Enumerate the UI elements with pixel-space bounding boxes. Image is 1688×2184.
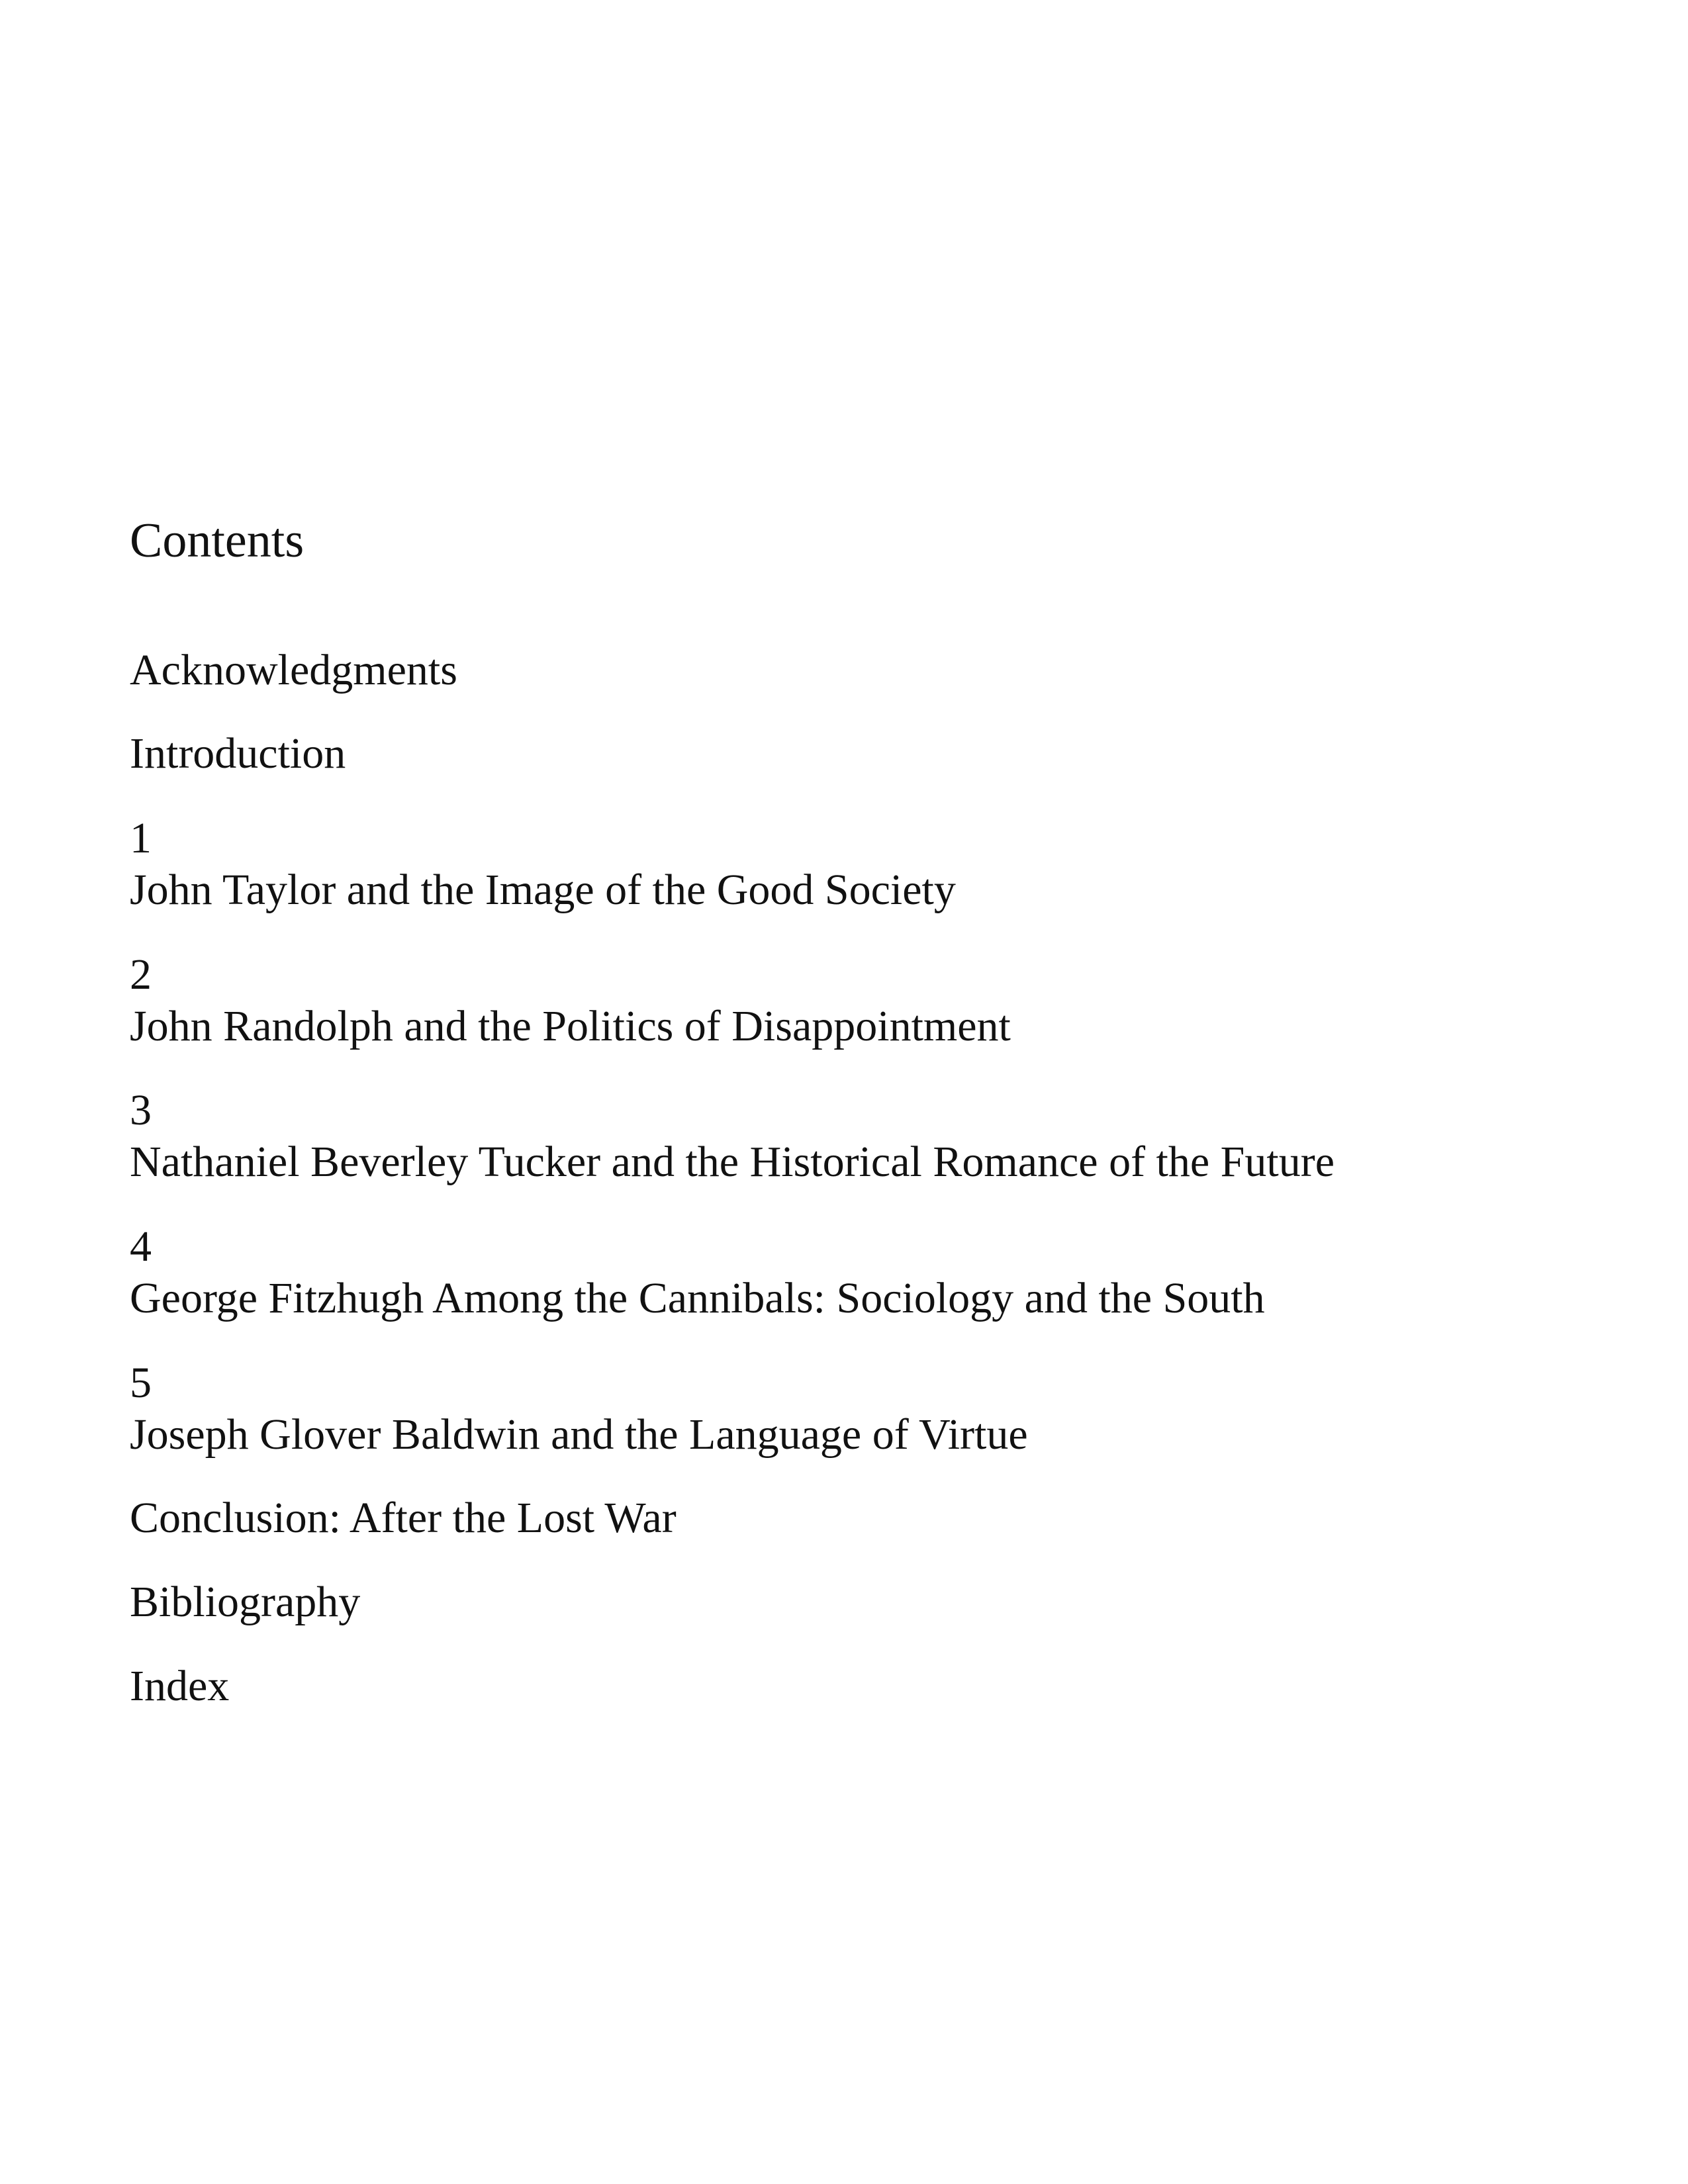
- toc-chapter-number-1: 1: [130, 814, 152, 862]
- toc-entry-chapter-5[interactable]: Joseph Glover Baldwin and the Language of Virtue: [130, 1410, 1028, 1459]
- toc-chapter-number-4: 4: [130, 1222, 152, 1271]
- toc-entry-conclusion[interactable]: Conclusion: After the Lost War: [130, 1494, 677, 1542]
- toc-chapter-number-3: 3: [130, 1086, 152, 1134]
- page-title: Contents: [130, 514, 305, 568]
- toc-chapter-number-5: 5: [130, 1359, 152, 1407]
- toc-entry-chapter-3[interactable]: Nathaniel Beverley Tucker and the Historical Romance of the Future: [130, 1138, 1335, 1186]
- toc-entry-introduction[interactable]: Introduction: [130, 729, 346, 778]
- toc-entry-chapter-1[interactable]: John Taylor and the Image of the Good Society: [130, 866, 956, 914]
- toc-entry-acknowledgments[interactable]: Acknowledgments: [130, 646, 457, 694]
- toc-entry-chapter-4[interactable]: George Fitzhugh Among the Cannibals: Sociology and the South: [130, 1274, 1265, 1322]
- toc-chapter-number-2: 2: [130, 950, 152, 999]
- toc-entry-chapter-2[interactable]: John Randolph and the Politics of Disappointment: [130, 1002, 1011, 1050]
- toc-entry-bibliography[interactable]: Bibliography: [130, 1578, 361, 1626]
- toc-entry-index[interactable]: Index: [130, 1662, 230, 1710]
